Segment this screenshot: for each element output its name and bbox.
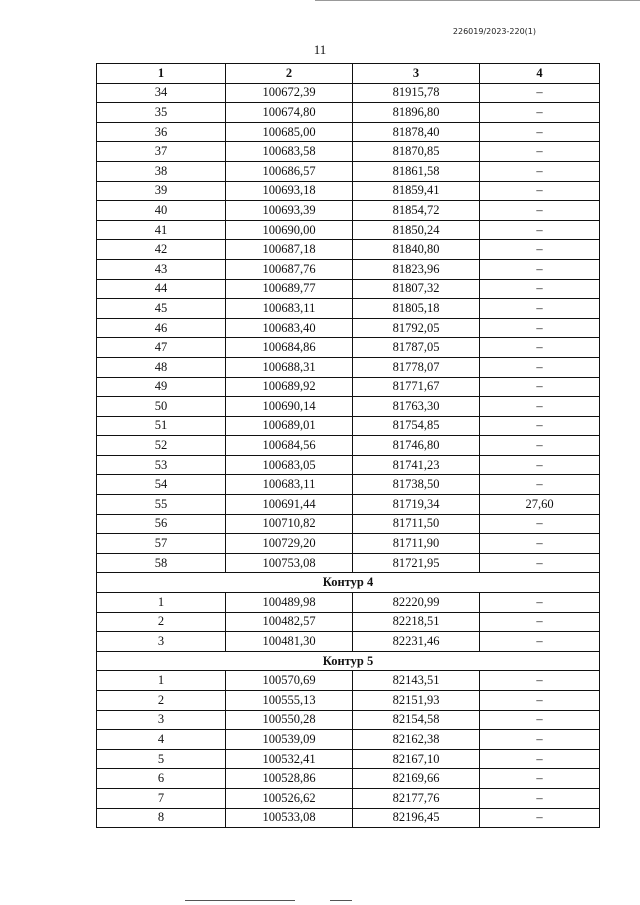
table-cell: 81778,07 (353, 357, 480, 377)
table-row (97, 299, 600, 319)
table-cell: – (480, 220, 600, 240)
table-cell: 81807,32 (353, 279, 480, 299)
table-row (97, 436, 600, 456)
table-cell: 41 (97, 220, 226, 240)
table-row (97, 475, 600, 495)
table-cell: 100687,18 (226, 240, 353, 260)
table-cell: – (480, 259, 600, 279)
table-cell: – (480, 691, 600, 711)
table-cell: – (480, 338, 600, 358)
table-cell: 81771,67 (353, 377, 480, 397)
table-cell: 5 (97, 749, 226, 769)
table-cell: 82169,66 (353, 769, 480, 789)
table-cell: 58 (97, 553, 226, 573)
table-row (97, 495, 600, 515)
table-cell: 81711,90 (353, 534, 480, 554)
table-row (97, 338, 600, 358)
table-cell: 6 (97, 769, 226, 789)
table-cell: 100689,77 (226, 279, 353, 299)
table-cell: 81896,80 (353, 103, 480, 123)
table-cell: 100693,39 (226, 201, 353, 221)
table-cell: 100690,00 (226, 220, 353, 240)
table-cell: 57 (97, 534, 226, 554)
table-row (97, 220, 600, 240)
table-cell: 82231,46 (353, 632, 480, 652)
table-cell: 82218,51 (353, 612, 480, 632)
table-cell: 100550,28 (226, 710, 353, 730)
table-cell: 48 (97, 357, 226, 377)
table-cell: 81738,50 (353, 475, 480, 495)
table-cell: 81859,41 (353, 181, 480, 201)
table-cell: 100689,92 (226, 377, 353, 397)
table-cell: 100683,05 (226, 455, 353, 475)
column-header: 2 (226, 64, 353, 84)
table-cell: 100753,08 (226, 553, 353, 573)
table-row (97, 240, 600, 260)
section-title: Контур 5 (97, 651, 600, 671)
table-cell: – (480, 357, 600, 377)
table-cell: – (480, 475, 600, 495)
table-cell: 40 (97, 201, 226, 221)
table-cell: 47 (97, 338, 226, 358)
table-row (97, 259, 600, 279)
table-cell: – (480, 318, 600, 338)
table-cell: 49 (97, 377, 226, 397)
table-cell: 100528,86 (226, 769, 353, 789)
table-cell: 100683,11 (226, 299, 353, 319)
scan-artifact (330, 900, 352, 901)
table-cell: 81878,40 (353, 122, 480, 142)
table-row (97, 201, 600, 221)
table-row (97, 377, 600, 397)
table-cell: 81850,24 (353, 220, 480, 240)
table-cell: 81915,78 (353, 83, 480, 103)
table-cell: 37 (97, 142, 226, 162)
table-cell: 82151,93 (353, 691, 480, 711)
table-cell: 3 (97, 710, 226, 730)
table-cell: 100489,98 (226, 593, 353, 613)
table-cell: 100686,57 (226, 161, 353, 181)
table-row (97, 161, 600, 181)
table-cell: – (480, 769, 600, 789)
table-row (97, 749, 600, 769)
table-cell: 81763,30 (353, 397, 480, 417)
table-row (97, 181, 600, 201)
table-cell: – (480, 142, 600, 162)
column-header: 4 (480, 64, 600, 84)
table-row (97, 553, 600, 573)
table-cell: 100555,13 (226, 691, 353, 711)
table-cell: 81741,23 (353, 455, 480, 475)
table-cell: 100684,86 (226, 338, 353, 358)
table-cell: 81711,50 (353, 514, 480, 534)
table-cell: 100689,01 (226, 416, 353, 436)
table-cell: 2 (97, 691, 226, 711)
scan-top-edge (315, 0, 640, 1)
table-cell: 82177,76 (353, 788, 480, 808)
table-cell: 55 (97, 495, 226, 515)
table-cell: 100683,58 (226, 142, 353, 162)
table-cell: – (480, 240, 600, 260)
table-cell: – (480, 671, 600, 691)
table-cell: 81721,95 (353, 553, 480, 573)
table-cell: 44 (97, 279, 226, 299)
table-cell: 36 (97, 122, 226, 142)
table-row (97, 397, 600, 417)
table-cell: 81861,58 (353, 161, 480, 181)
table-cell: 100532,41 (226, 749, 353, 769)
table-cell: 81754,85 (353, 416, 480, 436)
table-row (97, 534, 600, 554)
table-cell: 53 (97, 455, 226, 475)
table-cell: 1 (97, 593, 226, 613)
table-cell: 82154,58 (353, 710, 480, 730)
table-row (97, 808, 600, 828)
table-body (97, 83, 600, 828)
table-cell: – (480, 534, 600, 554)
table-cell: 82196,45 (353, 808, 480, 828)
table-cell: – (480, 299, 600, 319)
table-cell: – (480, 161, 600, 181)
table-cell: 51 (97, 416, 226, 436)
table-cell: 81823,96 (353, 259, 480, 279)
table-cell: 100482,57 (226, 612, 353, 632)
table-cell: 7 (97, 788, 226, 808)
table-cell: – (480, 749, 600, 769)
table-cell: – (480, 612, 600, 632)
table-cell: 81719,34 (353, 495, 480, 515)
table-cell: 81870,85 (353, 142, 480, 162)
table-row (97, 730, 600, 750)
table-row (97, 122, 600, 142)
table-row (97, 279, 600, 299)
table-cell: 42 (97, 240, 226, 260)
table-cell: – (480, 710, 600, 730)
table-cell: 34 (97, 83, 226, 103)
table-row (97, 691, 600, 711)
table-row (97, 103, 600, 123)
table-cell: – (480, 377, 600, 397)
table-row (97, 612, 600, 632)
table-cell: 81805,18 (353, 299, 480, 319)
table-cell: 81854,72 (353, 201, 480, 221)
table-cell: 82143,51 (353, 671, 480, 691)
table-cell: – (480, 181, 600, 201)
table-cell: – (480, 808, 600, 828)
table-cell: – (480, 730, 600, 750)
table-cell: 82220,99 (353, 593, 480, 613)
table-cell: – (480, 553, 600, 573)
table-cell: 54 (97, 475, 226, 495)
table-row (97, 83, 600, 103)
table-cell: 82162,38 (353, 730, 480, 750)
table-row (97, 788, 600, 808)
table-cell: 56 (97, 514, 226, 534)
table-row (97, 632, 600, 652)
table-cell: 100674,80 (226, 103, 353, 123)
scan-artifact (185, 900, 295, 901)
table-header-row (97, 64, 600, 84)
table-cell: 50 (97, 397, 226, 417)
table-cell: 82167,10 (353, 749, 480, 769)
section-title-row (97, 573, 600, 593)
table-cell: 35 (97, 103, 226, 123)
table-cell: 100533,08 (226, 808, 353, 828)
table-cell: – (480, 632, 600, 652)
table-cell: 100690,14 (226, 397, 353, 417)
table-cell: 52 (97, 436, 226, 456)
table-cell: – (480, 455, 600, 475)
table-cell: 81787,05 (353, 338, 480, 358)
table-row (97, 671, 600, 691)
table-cell: 100685,00 (226, 122, 353, 142)
table-cell: 2 (97, 612, 226, 632)
table-cell: 100672,39 (226, 83, 353, 103)
section-title-row (97, 651, 600, 671)
table-cell: – (480, 122, 600, 142)
table-cell: 81746,80 (353, 436, 480, 456)
table-cell: 100684,56 (226, 436, 353, 456)
table-cell: 81840,80 (353, 240, 480, 260)
table-row (97, 357, 600, 377)
table-cell: 3 (97, 632, 226, 652)
column-header: 1 (97, 64, 226, 84)
table-cell: 100683,11 (226, 475, 353, 495)
table-cell: – (480, 279, 600, 299)
document-id: 226019/2023-220(1) (452, 27, 536, 36)
table-row (97, 318, 600, 338)
table-cell: 27,60 (480, 495, 600, 515)
table-row (97, 593, 600, 613)
table-cell: 100539,09 (226, 730, 353, 750)
table-cell: 100481,30 (226, 632, 353, 652)
table-cell: – (480, 397, 600, 417)
table-row (97, 416, 600, 436)
table-cell: 1 (97, 671, 226, 691)
table-row (97, 455, 600, 475)
table-cell: 81792,05 (353, 318, 480, 338)
table-row (97, 769, 600, 789)
table-cell: – (480, 593, 600, 613)
table-row (97, 142, 600, 162)
table-cell: 100687,76 (226, 259, 353, 279)
table-row (97, 514, 600, 534)
table-cell: 100683,40 (226, 318, 353, 338)
table-cell: 45 (97, 299, 226, 319)
table-cell: 46 (97, 318, 226, 338)
table-cell: – (480, 201, 600, 221)
table-cell: 100570,69 (226, 671, 353, 691)
table-row (97, 710, 600, 730)
column-header: 3 (353, 64, 480, 84)
table-cell: 100688,31 (226, 357, 353, 377)
table-cell: 100526,62 (226, 788, 353, 808)
table-cell: 100710,82 (226, 514, 353, 534)
table-cell: 100693,18 (226, 181, 353, 201)
table-cell: – (480, 416, 600, 436)
table-cell: 38 (97, 161, 226, 181)
table-cell: – (480, 83, 600, 103)
table-cell: – (480, 436, 600, 456)
table-cell: 8 (97, 808, 226, 828)
table-cell: 100729,20 (226, 534, 353, 554)
section-title: Контур 4 (97, 573, 600, 593)
table-cell: 43 (97, 259, 226, 279)
table-cell: 100691,44 (226, 495, 353, 515)
table-cell: 39 (97, 181, 226, 201)
table-cell: – (480, 514, 600, 534)
table-cell: 4 (97, 730, 226, 750)
page-number: 11 (313, 42, 327, 57)
table-cell: – (480, 788, 600, 808)
coordinates-table (96, 63, 600, 828)
table-cell: – (480, 103, 600, 123)
